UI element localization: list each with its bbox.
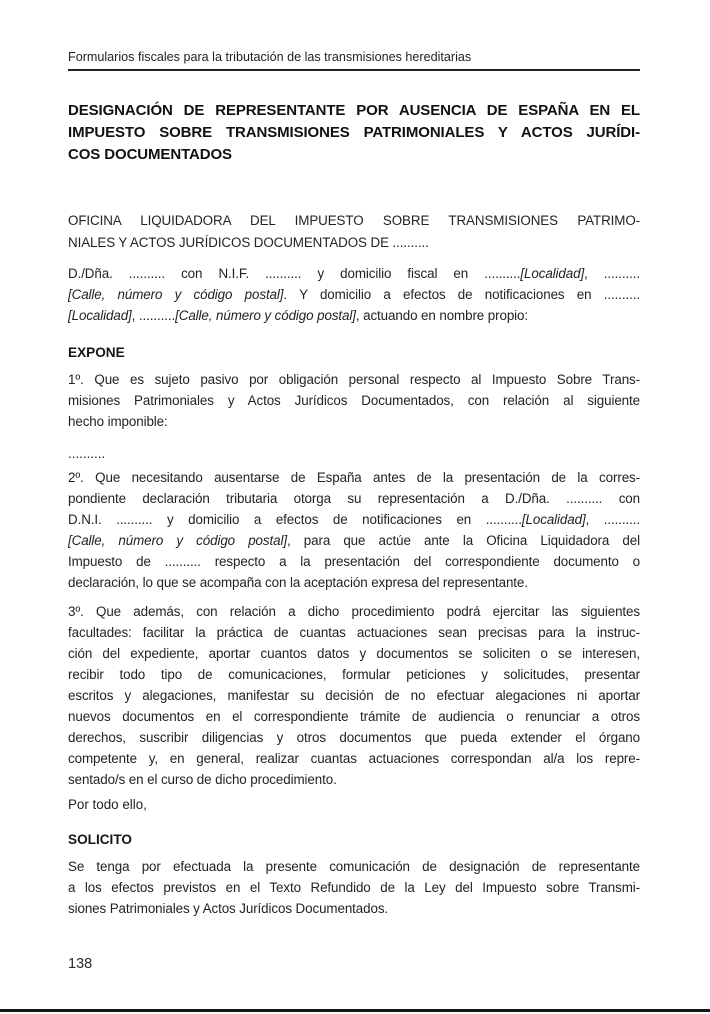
text-line: NIALES Y ACTOS JURÍDICOS DOCUMENTADOS DE .......... (68, 235, 429, 250)
text-line: [Localidad], ..........[Calle, número y código postal], actuando en nombre propio: (68, 308, 529, 323)
page-number: 138 (68, 956, 93, 972)
addressee-office-paragraph (68, 210, 640, 254)
text-line: hecho imponible: (68, 414, 168, 429)
text-line: D./Dña. .......... con N.I.F. .......... y domicilio fiscal en ..........[Localidad], .......... (68, 266, 640, 281)
section-heading-solicito: SOLICITO (68, 832, 132, 847)
text-line: competente y, en general, realizar cuantas actuaciones correspondan al/a los repre- (68, 751, 640, 766)
text-line: pondiente declaración tributaria otorga su representación a D./Dña. .......... con (68, 491, 640, 506)
document-title (68, 100, 640, 166)
text-line: D.N.I. .......... y domicilio a efectos de notificaciones en ..........[Localidad], .......... (68, 512, 640, 527)
text-line: siones Patrimoniales y Actos Jurídicos Documentados. (68, 901, 389, 916)
text-line: ción del expediente, aportar cuantos datos y documentos se soliciten o se interesen, (68, 646, 640, 661)
text-line: 1º. Que es sujeto pasivo por obligación personal respecto al Impuesto Sobre Trans- (68, 372, 640, 387)
text-line: OFICINA LIQUIDADORA DEL IMPUESTO SOBRE TRANSMISIONES PATRIMO- (68, 213, 640, 228)
placeholder-dots-line: .......... (68, 446, 106, 461)
text-line: misiones Patrimoniales y Actos Jurídicos Documentados, con relación al siguiente (68, 393, 640, 408)
text-line: a los efectos previstos en el Texto Refundido de la Ley del Impuesto sobre Transmi- (68, 880, 640, 895)
text-line: nuevos documentos en el correspondiente trámite de audiencia o renunciar a otros (68, 709, 640, 724)
text-line: [Calle, número y código postal]. Y domicilio a efectos de notificaciones en .......... (68, 287, 640, 302)
section-heading-expone: EXPONE (68, 345, 125, 360)
text-line: IMPUESTO SOBRE TRANSMISIONES PATRIMONIALES Y ACTOS JURÍDI- (68, 124, 640, 141)
text-line: Se tenga por efectuada la presente comunicación de designación de representante (68, 859, 640, 874)
text-line: Impuesto de .......... respecto a la presentación del correspondiente documento o (68, 554, 640, 569)
text-line: derechos, suscribir diligencias y otros documentos que pueda extender el órgano (68, 730, 640, 745)
clause-1-paragraph (68, 369, 640, 432)
declarant-identity-paragraph (68, 263, 640, 326)
text-line: sentado/s en el curso de dicho procedimiento. (68, 772, 337, 787)
clause-3-paragraph (68, 601, 640, 790)
text-line: [Calle, número y código postal], para que actúe ante la Oficina Liquidadora del (68, 533, 640, 548)
text-line: 2º. Que necesitando ausentarse de España antes de la presentación de la corres- (68, 470, 640, 485)
closing-line: Por todo ello, (68, 797, 147, 812)
scan-edge-line (0, 1009, 710, 1012)
request-paragraph (68, 856, 640, 919)
text-line: facultades: facilitar la práctica de cuantas actuaciones sean precisas para la instruc- (68, 625, 640, 640)
text-line: escritos y alegaciones, manifestar su decisión de no efectuar alegaciones ni aportar (68, 688, 640, 703)
text-line: DESIGNACIÓN DE REPRESENTANTE POR AUSENCIA DE ESPAÑA EN EL (68, 102, 640, 119)
clause-2-paragraph (68, 467, 640, 593)
text-line: 3º. Que además, con relación a dicho procedimiento podrá ejercitar las siguientes (68, 604, 640, 619)
text-line: recibir todo tipo de comunicaciones, formular peticiones y solicitudes, presentar (68, 667, 640, 682)
text-line: COS DOCUMENTADOS (68, 146, 232, 163)
text-line: declaración, lo que se acompaña con la aceptación expresa del representante. (68, 575, 528, 590)
running-header: Formularios fiscales para la tributación de las transmisiones hereditarias (68, 50, 640, 71)
